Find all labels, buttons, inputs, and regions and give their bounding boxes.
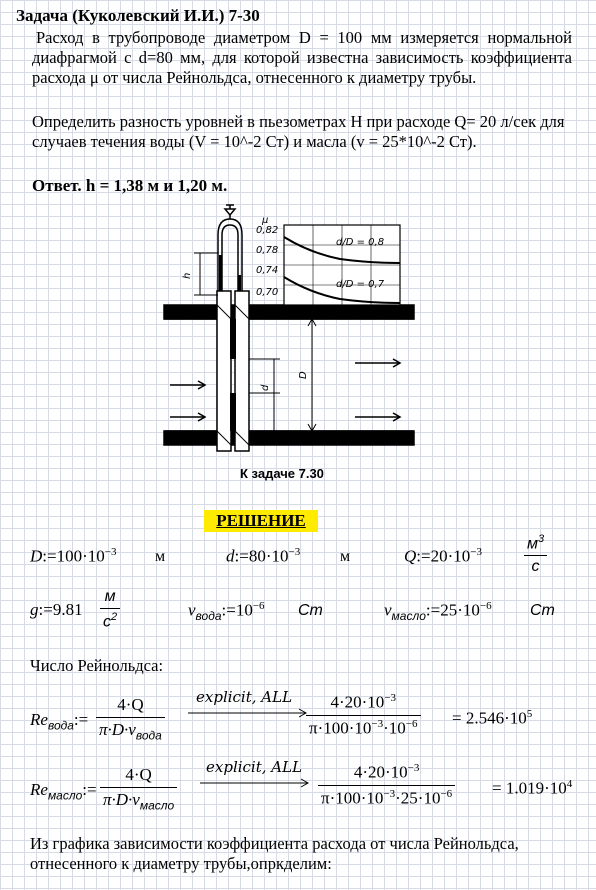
problem-text: Расход в трубопроводе диаметром D = 100 мм измеряется нормальной диафрагмой с d=80 мм, для которой известна зависимость коэффициента расхода μ от числа Рейнольдса, отнесенного к диаметру трубы. [32,28,572,87]
pipe-drawing [164,305,414,445]
y-tick: 0,70 [256,287,279,298]
d-dimension [249,359,280,431]
solution-heading: РЕШЕНИЕ [204,510,318,532]
piezometer-drawing [218,205,242,291]
x-tick: 10⁶ Re [366,311,400,322]
var-D: $D:=100\cdot 10^{-3}$ [30,546,117,566]
reynolds-label: Число Рейнольдса: [30,656,164,675]
re-water-result: = $2.546\cdot 10^5$ [452,708,533,728]
re-water-lhs: $Re_{вода}:=$ [30,710,89,733]
D-dimension [308,319,316,431]
var-nu-oil: $\nu_{масло}:=25\cdot 10^{-6}$ [384,600,492,624]
y-tick: 0,74 [256,265,279,276]
re-water-arrow [188,705,310,715]
re-oil-expanded: $\frac{4\cdot 20\cdot 10^{-3}}{\pi\cdot 100\cdot 10^{-3}\cdot 25\cdot 10^{-6}}$ [318,762,455,808]
problem-title: Задача (Куколевский И.И.) 7-30 [16,6,260,25]
closing-text: Из графика зависимости коэффициента расхода от числа Рейнольдса, отнесенного к диаметру трубы,опркделим: [30,834,519,873]
re-oil-result: = $1.019\cdot 10^4$ [492,778,573,798]
var-Q: $Q:=20\cdot 10^{-3}$ [404,546,482,566]
y-tick: 0,82 [256,225,279,236]
problem-text-2: Определить разность уровней в пьезометрах H при расходе Q= 20 л/сек для случаев течения воды (V = 10^-2 Ст) и масла (v = 25*10^-2 Ст). [32,112,565,151]
mu-axis-label: μ [262,215,269,226]
answer: Ответ. h = 1,38 м и 1,20 м. [32,176,228,195]
re-water-arrow-label: explicit, ALL [196,688,293,706]
unit-D: м [155,548,166,565]
var-d: $d:=80\cdot 10^{-3}$ [226,546,301,566]
curve-label-07: d/D = 0,7 [336,279,385,290]
unit-nu-water: Cm [298,602,323,619]
h-dimension [194,253,218,295]
y-tick: 0,78 [256,245,279,256]
x-tick: 10⁵ [336,311,353,322]
unit-Q: $\frac{м^3}{с}$ [524,533,547,576]
re-water-expanded: $\frac{4\cdot 20\cdot 10^{-3}}{\pi\cdot 100\cdot 10^{-3}\cdot 10^{-6}}$ [306,692,421,738]
x-tick: 10⁴ [288,311,305,322]
re-water-fraction: $\frac{4\cdot Q}{\pi\cdot D\cdot\nu_{вода}}$ [96,695,165,742]
D-label: D [298,371,309,379]
unit-nu-oil: Cm [530,602,555,619]
curve-label-08: d/D = 0,8 [336,237,385,248]
figure-caption: К задаче 7.30 [240,466,324,481]
d-label: d [260,384,271,391]
re-oil-arrow-label: explicit, ALL [206,758,303,776]
re-oil-fraction: $\frac{4\cdot Q}{\pi\cdot D\cdot\nu_{масло}}$ [100,765,177,812]
h-label: h [182,272,193,279]
unit-d: м [340,548,351,565]
var-g: g:=9.81 [30,600,83,619]
var-nu-water: $\nu_{вода}:=10^{-6}$ [188,600,265,624]
re-oil-lhs: $Re_{масло}:=$ [30,780,97,803]
unit-g: $\frac{м}{с^2}$ [100,588,120,631]
re-oil-arrow [200,775,312,785]
figure-drawing [160,195,420,465]
figure [160,195,420,465]
